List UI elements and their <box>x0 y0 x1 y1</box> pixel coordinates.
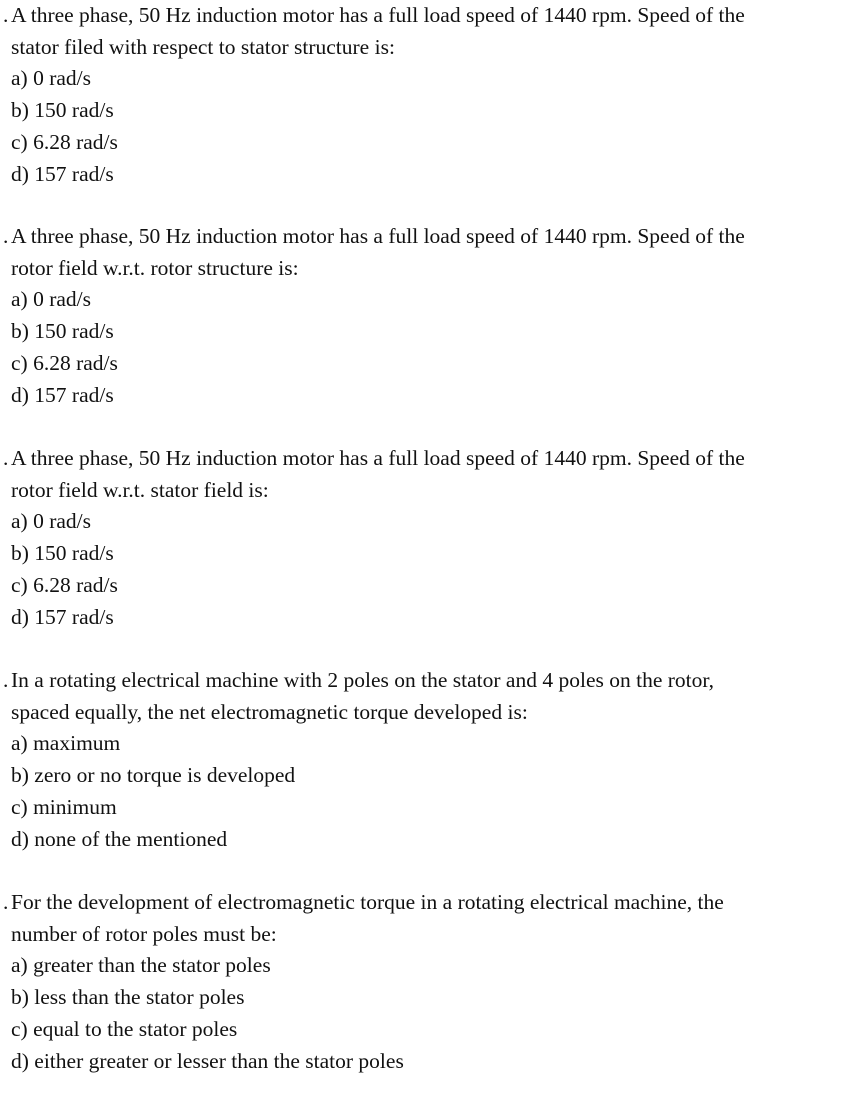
question-stem-line-1: A three phase, 50 Hz induction motor has a full load speed of 1440 rpm. Speed of the <box>11 224 745 248</box>
option-a: a) maximum <box>11 731 121 756</box>
bullet-dot-icon: . <box>3 224 9 248</box>
option-list <box>0 950 850 1077</box>
question-stem-line-1: In a rotating electrical machine with 2 poles on the stator and 4 poles on the rotor, <box>11 668 715 692</box>
option-c: c) equal to the stator poles <box>11 1016 238 1041</box>
bullet-dot-icon: . <box>3 3 9 27</box>
question-stem-line-2: rotor field w.r.t. stator field is: <box>11 477 269 502</box>
option-a: a) 0 rad/s <box>11 509 91 534</box>
option-a: a) 0 rad/s <box>11 287 91 312</box>
option-list <box>0 284 850 411</box>
question-stem <box>0 887 850 919</box>
question-stem-line-2: stator filed with respect to stator structure is: <box>11 34 395 59</box>
option-d: d) 157 rad/s <box>11 382 114 407</box>
question-stem <box>0 221 850 253</box>
question-stem-line-1: For the development of electromagnetic torque in a rotating electrical machine, the <box>11 890 724 914</box>
option-list <box>0 728 850 855</box>
option-list <box>0 506 850 633</box>
question-stem <box>0 665 850 697</box>
option-b: b) 150 rad/s <box>11 541 114 566</box>
question-5 <box>0 887 850 1077</box>
option-d: d) none of the mentioned <box>11 826 228 851</box>
option-b: b) 150 rad/s <box>11 319 114 344</box>
option-a: a) 0 rad/s <box>11 66 91 91</box>
question-stem <box>0 0 850 32</box>
question-stem-line-2: number of rotor poles must be: <box>11 921 277 946</box>
option-d: d) either greater or lesser than the stator poles <box>11 1048 404 1073</box>
option-c: c) 6.28 rad/s <box>11 350 118 375</box>
option-a: a) greater than the stator poles <box>11 953 271 978</box>
question-3 <box>0 443 850 633</box>
option-c: c) minimum <box>11 794 117 819</box>
option-list <box>0 63 850 190</box>
option-d: d) 157 rad/s <box>11 604 114 629</box>
question-stem-line-1: A three phase, 50 Hz induction motor has a full load speed of 1440 rpm. Speed of the <box>11 3 745 27</box>
question-1 <box>0 0 850 190</box>
bullet-dot-icon: . <box>3 890 9 914</box>
question-4 <box>0 665 850 855</box>
option-b: b) less than the stator poles <box>11 985 245 1010</box>
question-stem <box>0 443 850 475</box>
bullet-dot-icon: . <box>3 446 9 470</box>
option-c: c) 6.28 rad/s <box>11 572 118 597</box>
option-d: d) 157 rad/s <box>11 161 114 186</box>
question-stem-line-2: rotor field w.r.t. rotor structure is: <box>11 255 299 280</box>
question-stem-line-2: spaced equally, the net electromagnetic torque developed is: <box>11 699 528 724</box>
option-b: b) 150 rad/s <box>11 98 114 123</box>
bullet-dot-icon: . <box>3 668 9 692</box>
option-b: b) zero or no torque is developed <box>11 763 296 788</box>
question-stem-line-1: A three phase, 50 Hz induction motor has a full load speed of 1440 rpm. Speed of the <box>11 446 745 470</box>
question-2 <box>0 221 850 411</box>
option-c: c) 6.28 rad/s <box>11 129 118 154</box>
